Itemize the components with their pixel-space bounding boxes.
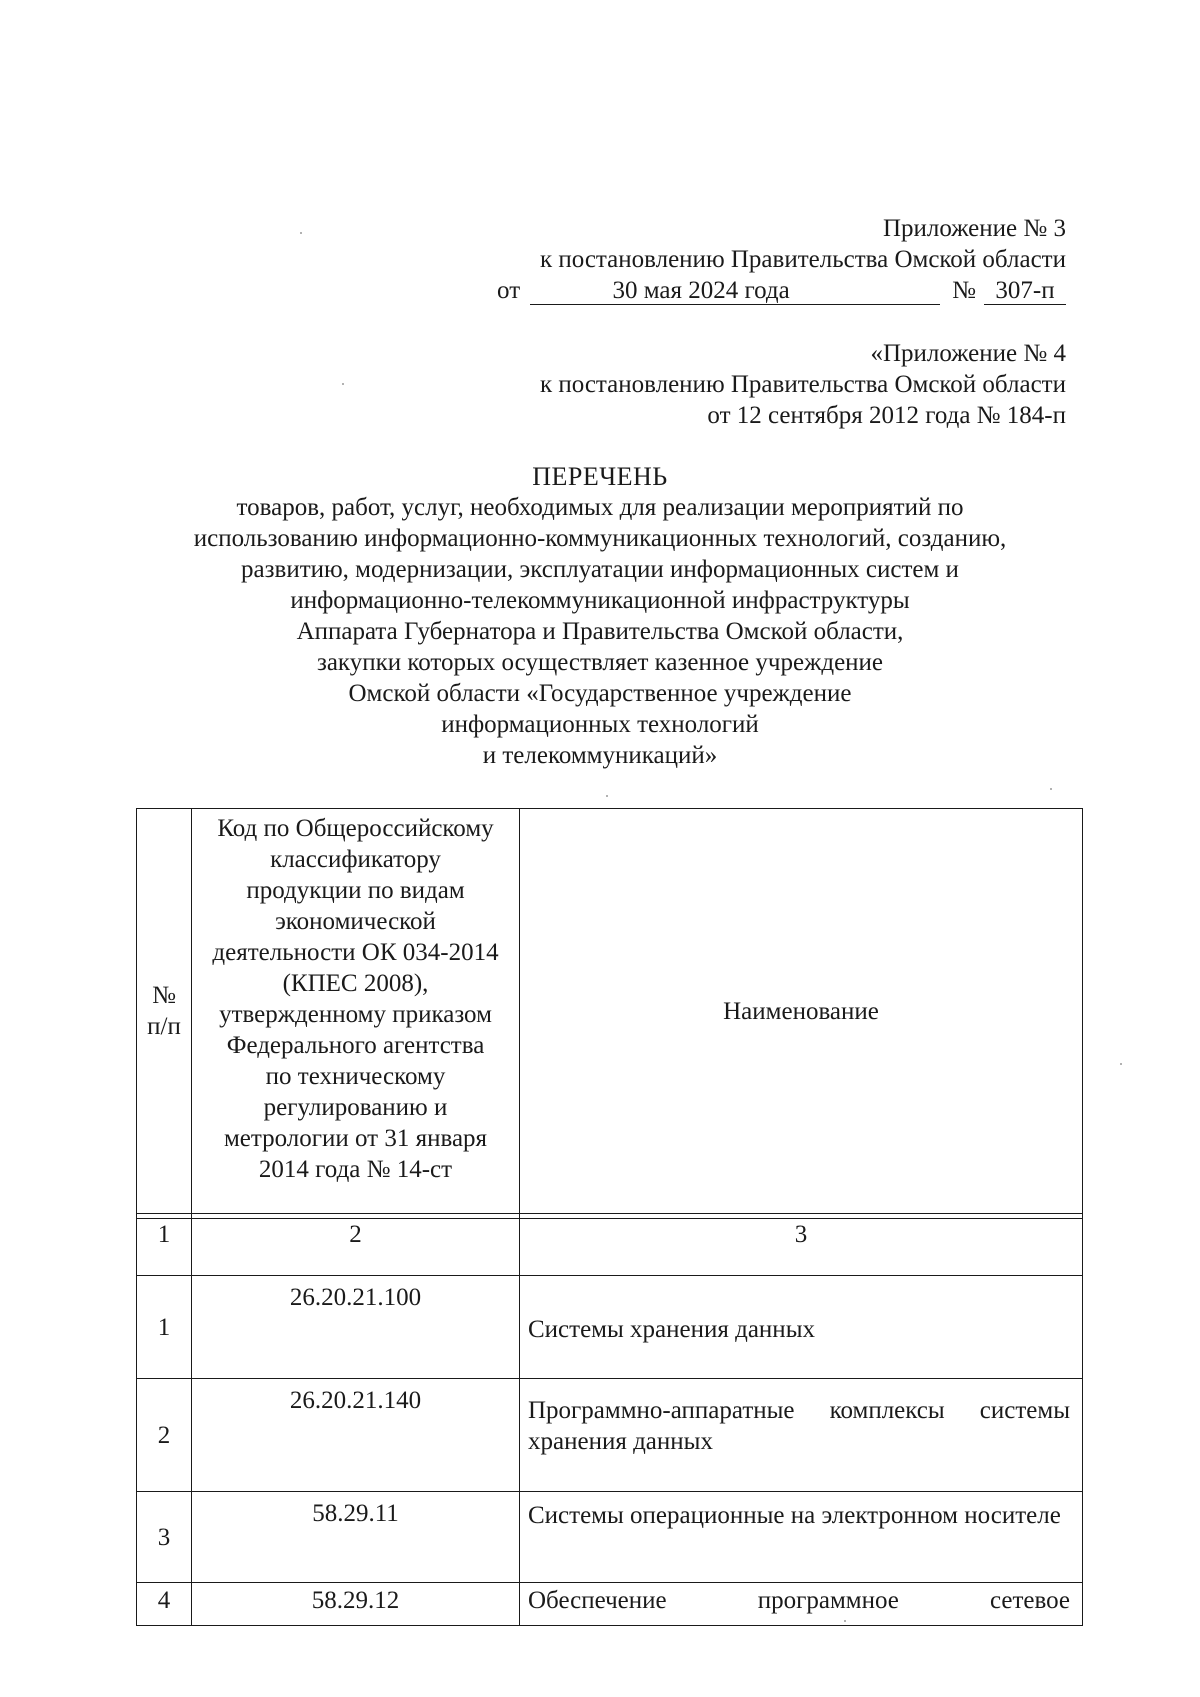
appendix-4-block	[540, 338, 1066, 431]
scan-speck	[300, 232, 302, 234]
header-number-line: №	[152, 982, 176, 1009]
header-number-line: п/п	[147, 1013, 181, 1040]
date-value: 30 мая 2024 года	[612, 277, 790, 304]
row-number: 3	[137, 1492, 192, 1583]
table-row	[137, 1276, 1083, 1379]
number-field: 307-п	[984, 278, 1066, 305]
row-code: 58.29.11	[192, 1492, 520, 1583]
table-row	[137, 1492, 1083, 1583]
column-number-row	[137, 1219, 1083, 1276]
column-number: 3	[520, 1219, 1083, 1276]
row-name: Обеспечение программное сетевое	[520, 1583, 1083, 1626]
document-title: ПЕРЕЧЕНЬ	[532, 462, 668, 491]
row-number: 1	[137, 1276, 192, 1379]
document-heading	[0, 461, 1200, 771]
appendix-3-title: Приложение № 3	[882, 215, 1066, 242]
heading-line: информационно-телекоммуникационной инфраструктуры	[290, 587, 910, 614]
table-header-row	[137, 809, 1083, 1214]
row-code: 58.29.12	[192, 1583, 520, 1626]
scan-speck	[1120, 1063, 1122, 1065]
appendix-4-reference: к постановлению Правительства Омской области	[539, 371, 1066, 398]
scan-speck	[342, 383, 344, 385]
header-code-line: утвержденному приказом	[219, 1001, 492, 1028]
table-row	[137, 1583, 1083, 1626]
heading-line: Аппарата Губернатора и Правительства Омской области,	[296, 618, 904, 645]
row-number: 4	[137, 1583, 192, 1626]
scan-speck	[606, 795, 608, 797]
header-number	[137, 809, 192, 1214]
header-code	[192, 809, 520, 1214]
row-code: 26.20.21.100	[192, 1276, 520, 1379]
row-name: Системы операционные на электронном носителе	[520, 1492, 1083, 1583]
appendix-3-block	[497, 213, 1066, 306]
header-code-line: продукции по видам	[246, 877, 465, 904]
header-code-line: Код по Общероссийскому	[217, 815, 494, 842]
heading-line: Омской области «Государственное учреждение	[348, 680, 852, 707]
header-code-line: деятельности ОК 034-2014	[212, 939, 499, 966]
header-code-line: экономической	[275, 908, 436, 935]
header-code-line: метрологии от 31 января	[223, 1125, 488, 1152]
header-code-line: Федерального агентства	[226, 1032, 485, 1059]
heading-line: информационных технологий	[441, 711, 759, 738]
heading-line: закупки которых осуществляет казенное учреждение	[316, 649, 884, 676]
heading-line: использованию информационно-коммуникационных технологий, созданию,	[193, 525, 1007, 552]
row-name: Системы хранения данных	[520, 1276, 1083, 1379]
appendix-4-title: «Приложение № 4	[870, 340, 1066, 367]
header-name: Наименование	[520, 809, 1083, 1214]
appendix-4-date: от 12 сентября 2012 года № 184-п	[707, 402, 1066, 429]
number-label: №	[952, 277, 976, 304]
header-code-line: регулированию и	[263, 1094, 448, 1121]
row-number: 2	[137, 1379, 192, 1492]
heading-line: и телекоммуникаций»	[482, 742, 718, 769]
heading-line: товаров, работ, услуг, необходимых для реализации мероприятий по	[236, 494, 964, 521]
header-code-line: классификатору	[270, 846, 441, 873]
header-code-line: по техническому	[265, 1063, 446, 1090]
appendix-3-dateline	[497, 275, 1066, 306]
table-row	[137, 1379, 1083, 1492]
from-label: от	[497, 277, 521, 304]
header-code-line: 2014 года № 14-ст	[258, 1156, 453, 1183]
scan-speck	[1050, 788, 1052, 790]
row-name: Программно-аппаратные комплексы системы хранения данных	[520, 1379, 1083, 1492]
appendix-3-reference: к постановлению Правительства Омской области	[539, 246, 1066, 273]
items-table	[136, 808, 1083, 1626]
heading-line: развитию, модернизации, эксплуатации информационных систем и	[241, 556, 959, 583]
column-number: 1	[137, 1219, 192, 1276]
row-code: 26.20.21.140	[192, 1379, 520, 1492]
column-number: 2	[192, 1219, 520, 1276]
header-code-line: (КПЕС 2008),	[282, 970, 429, 997]
date-field	[530, 278, 940, 305]
